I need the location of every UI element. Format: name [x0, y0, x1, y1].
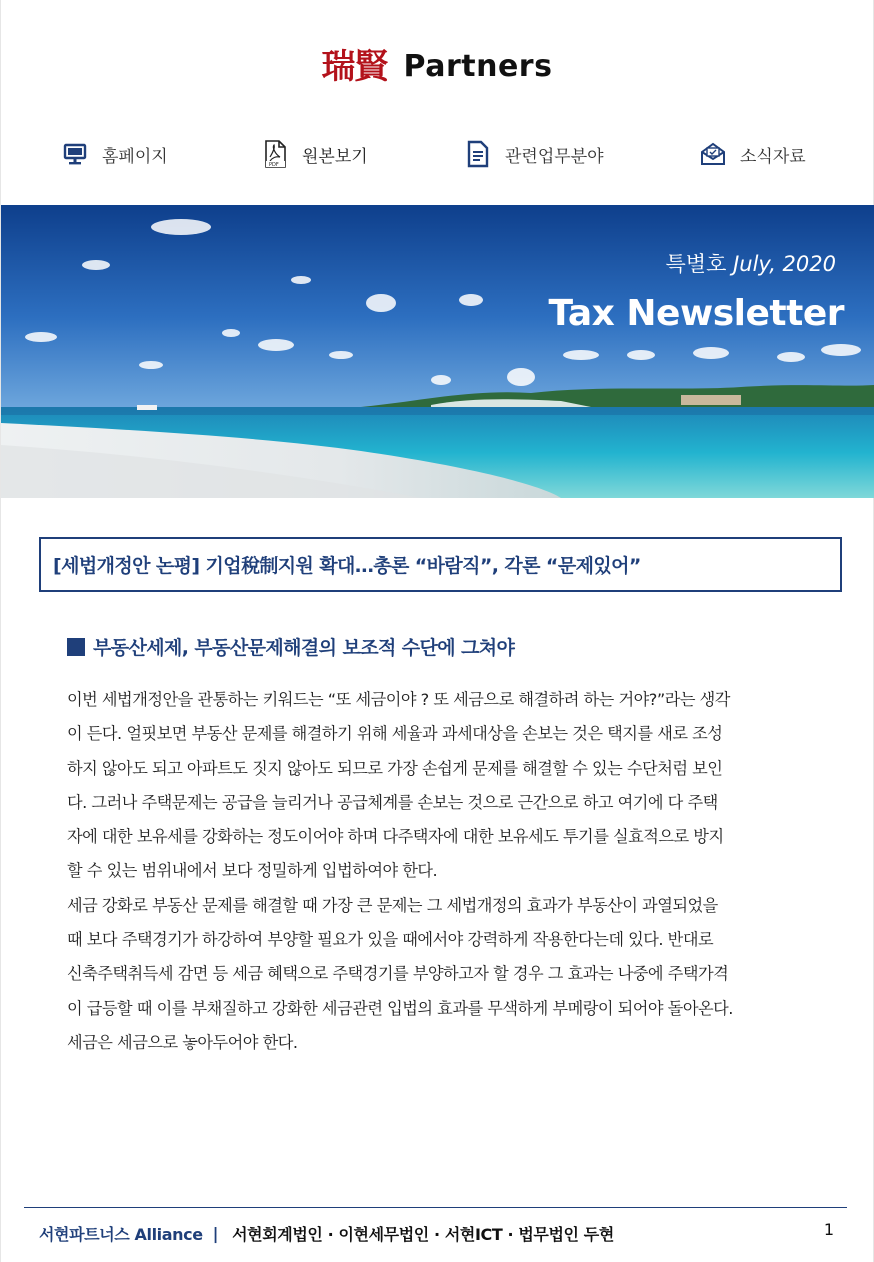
banner-date: July, 2020 — [733, 252, 836, 276]
body-line: 다. 그러나 주택문제는 공급을 늘리거나 공급체계를 손보는 것으로 근간으로 하고 여기에 다 주택 — [67, 792, 718, 812]
body-line: 이 든다. 얼핏보면 부동산 문제를 해결하기 위해 세율과 과세대상을 손보는 것은 택지를 새로 조성 — [67, 724, 723, 744]
nav-news-materials-label: 소식자료 — [740, 146, 806, 167]
banner-issue-label: 특별호 — [665, 252, 727, 276]
nav-view-original[interactable] — [262, 140, 368, 168]
section-heading — [67, 633, 514, 660]
body-line: 하지 않아도 되고 아파트도 짓지 않아도 되므로 가장 손쉽게 문제를 해결할 수 있는 수단처럼 보인 — [67, 758, 723, 778]
hero-banner — [1, 205, 874, 498]
body-line: 자에 대한 보유세를 강화하는 정도이어야 하며 다주택자에 대한 보유세도 투기를 실효적으로 방지 — [67, 827, 724, 847]
banner-issue — [666, 248, 836, 278]
logo-partners-text: Partners — [403, 49, 553, 84]
nav-related-business-label: 관련업무분야 — [505, 146, 604, 167]
body-line: 이 급등할 때 이를 부채질하고 강화한 세금관련 입법의 효과를 무색하게 부메랑이 되어야 돌아온다. — [67, 998, 733, 1018]
body-line: 이번 세법개정안을 관통하는 키워드는 “또 세금이야 ? 또 세금으로 해결하려 하는 거야?”라는 생각 — [67, 690, 730, 709]
body-line: 신축주택취득세 감면 등 세금 혜택으로 주택경기를 부양하고자 할 경우 그 효과는 나중에 주택가격 — [67, 964, 729, 984]
article-body — [67, 683, 827, 1060]
footer-separator: | — [212, 1224, 219, 1243]
nav-news-materials[interactable] — [700, 140, 806, 168]
square-bullet-icon — [67, 638, 85, 656]
document-icon — [465, 140, 491, 168]
body-line: 세금은 세금으로 놓아두어야 한다. — [67, 1032, 298, 1052]
footer-brand: 서현파트너스 Alliance — [39, 1225, 203, 1244]
monitor-icon — [62, 140, 88, 168]
top-navigation — [0, 140, 874, 176]
svg-text:PDF: PDF — [269, 162, 279, 168]
section-title: 부동산세제, 부동산문제해결의 보조적 수단에 그쳐야 — [93, 637, 515, 659]
nav-view-original-label: 원본보기 — [302, 146, 368, 167]
footer — [39, 1222, 614, 1245]
envelope-icon — [700, 140, 726, 168]
nav-homepage[interactable] — [62, 140, 168, 168]
nav-homepage-label: 홈페이지 — [102, 146, 168, 167]
body-line: 세금 강화로 부동산 문제를 해결할 때 가장 큰 문제는 그 세법개정의 효과가 부동산이 과열되었을 — [67, 895, 718, 915]
pdf-file-icon — [262, 140, 288, 168]
headline: [세법개정안 논평] 기업稅制지원 확대…총론 “바람직”, 각론 “문제있어” — [53, 555, 641, 577]
footer-divider — [24, 1207, 847, 1208]
banner-title: Tax Newsletter — [548, 293, 844, 334]
footer-members: 서현회계법인 · 이현세무법인 · 서현ICT · 법무법인 두현 — [232, 1225, 614, 1244]
headline-box — [39, 537, 842, 592]
nav-related-business[interactable] — [465, 140, 604, 168]
logo-hanja: 瑞賢 — [321, 47, 388, 87]
body-line: 할 수 있는 범위내에서 보다 정밀하게 입법하여야 한다. — [67, 861, 438, 881]
logo[interactable] — [0, 47, 874, 87]
page-number: 1 — [823, 1220, 834, 1239]
body-line: 때 보다 주택경기가 하강하여 부양할 필요가 있을 때에서야 강력하게 작용한다는데 있다. 반대로 — [67, 930, 714, 950]
